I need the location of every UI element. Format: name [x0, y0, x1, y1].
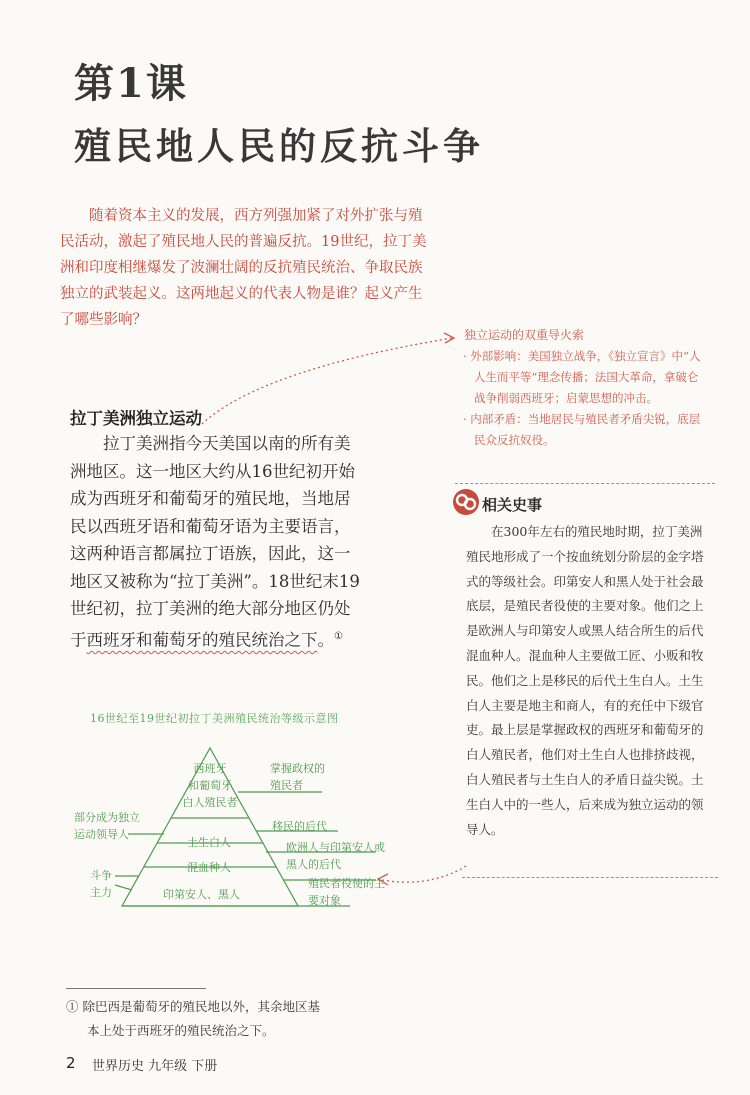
body-text-part3: 。 — [317, 630, 334, 649]
pyramid-tier-1-line-1: 西班牙 — [193, 762, 227, 775]
footnote-rule — [66, 988, 206, 989]
footnote-marker: ① — [66, 999, 79, 1014]
lesson-title: 殖民地人民的反抗斗争 — [74, 124, 484, 168]
related-story-logo-icon — [452, 488, 480, 516]
margin-note-item-external: · 外部影响：美国独立战争，《独立宣言》中“人人生而平等”理念传播；法国大革命，拿破仑战争削弱西班牙；启蒙思想的冲击。 — [463, 349, 701, 405]
related-title: 相关史事 — [482, 496, 543, 514]
pyramid-tier-2-label: 土生白人 — [187, 836, 231, 849]
section-body — [70, 430, 366, 654]
bracket-struggle-2 — [115, 885, 132, 890]
arrow-to-margin-note — [200, 330, 462, 426]
tier-4-note: 殖民者役使的主要对象 — [308, 877, 385, 907]
lesson-number: 第1课 — [74, 60, 188, 107]
related-bottom-divider — [462, 877, 718, 878]
tier-1-note: 掌握政权的殖民者 — [270, 762, 325, 792]
margin-note-title: 独立运动的双重导火索 — [464, 328, 585, 342]
tier-2-note: 移民的后代 — [272, 820, 327, 833]
lesson-intro: 随着资本主义的发展，西方列强加紧了对外扩张与殖民活动，激起了殖民地人民的普遍反抗。19世纪，拉丁美洲和印度相继爆发了波澜壮阔的反抗殖民统治、争取民族独立的武装起义。这两地起义的代表人物是谁？起义产生了哪些影响？ — [60, 208, 427, 328]
margin-note-item-internal: · 内部矛盾：当地居民与殖民者矛盾尖锐，底层民众反抗奴役。 — [463, 412, 701, 447]
footnote-line-2: 本上处于西班牙的殖民统治之下。 — [87, 1023, 275, 1038]
pyramid-tier-1-line-3: 白人殖民者 — [182, 796, 238, 809]
pyramid-tier-1-line-2: 和葡萄牙 — [188, 779, 232, 792]
margin-divider — [455, 483, 715, 484]
left-label-struggle: 斗争主力 — [90, 869, 112, 899]
footnote-reference[interactable]: ① — [334, 630, 343, 642]
footer-book-title: 世界历史 九年级 下册 — [92, 1059, 218, 1074]
body-text-highlight: 西班牙和葡萄牙的殖民统治之下 — [86, 630, 318, 649]
footnote — [66, 995, 356, 1043]
pyramid-tier-3-label: 混血种人 — [187, 861, 231, 874]
tier-3-note: 欧洲人与印第安人或黑人的后代 — [286, 841, 385, 871]
left-label-leaders: 部分成为独立运动领导人 — [74, 811, 140, 841]
footnote-line-1: 除巴西是葡萄牙的殖民地以外，其余地区基 — [82, 999, 321, 1014]
page-number: 2 — [66, 1054, 76, 1072]
pyramid-tier-1-label — [180, 760, 240, 811]
diagram-title: 16世纪至19世纪初拉丁美洲殖民统治等级示意图 — [90, 712, 339, 725]
pyramid-tier-4-label: 印第安人、黑人 — [163, 888, 240, 901]
body-text-part1: 拉丁美洲指今天美国以南的所有美洲地区。这一地区大约从16世纪初开始成为西班牙和葡萄牙的殖民地，当地居民以西班牙语和葡萄牙语为主要语言，这两种语言都属拉丁语族，因此，这一地区又被称为“拉丁美洲”。18世纪末19世纪初，拉丁美洲的绝大部分地区仍处于 — [70, 434, 360, 649]
related-text: 在300年左右的殖民地时期，拉丁美洲殖民地形成了一个按血统划分阶层的金字塔式的等级社会。印第安人和黑人处于社会最底层，是殖民者役使的主要对象。他们之上是欧洲人与印第安人或黑人结合所生的后代混血种人。混血种人主要做工匠、小贩和牧民。他们之上是移民的后代土生白人。土生白人主要是地主和商人，有的充任中下级官吏。最上层是掌握政权的西班牙和葡萄牙的白人殖民者，他们对土生白人也排挤歧视，白人殖民者与土生白人的矛盾日益尖锐。土生白人中的一些人，后来成为独立运动的领导人。 — [466, 524, 704, 837]
margin-note — [458, 325, 708, 451]
section-heading: 拉丁美洲独立运动 — [70, 409, 202, 428]
